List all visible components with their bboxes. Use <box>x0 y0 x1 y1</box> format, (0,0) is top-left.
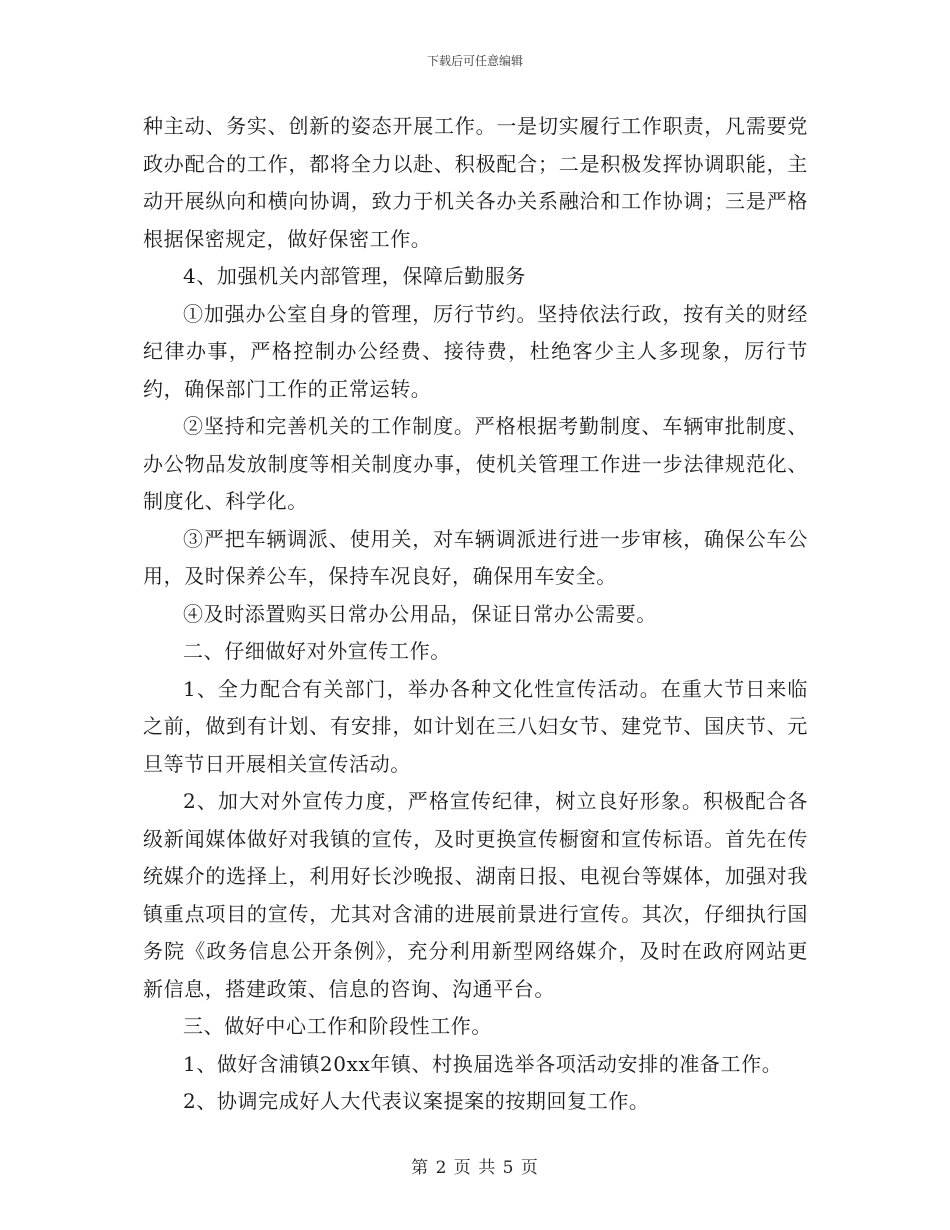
paragraph-2: 4、加强机关内部管理，保障后勤服务 <box>183 264 526 288</box>
header-note: 下载后可任意编辑 <box>426 54 523 68</box>
paragraph-7: 二、仔细做好对外宣传工作。 <box>183 639 451 663</box>
paragraph-4: ②坚持和完善机关的工作制度。严格根据考勤制度、车辆审批制度、办公物品发放制度等相关制度办事，使机关管理工作进一步法律规范化、制度化、科学化。 <box>143 414 808 513</box>
paragraph-11: 1、做好含浦镇20xx年镇、村换届选举各项活动安排的准备工作。 <box>183 1051 783 1076</box>
paragraph-10: 三、做好中心工作和阶段性工作。 <box>183 1014 492 1038</box>
paragraph-6: ④及时添置购买日常办公用品，保证日常办公需要。 <box>183 601 657 626</box>
paragraph-9: 2、加大对外宣传力度，严格宣传纪律，树立良好形象。积极配合各级新闻媒体做好对我镇的宣传，及时更换宣传橱窗和宣传标语。首先在传统媒介的选择上，利用好长沙晚报、湖南日报、电视台等媒体，加强对我镇重点项目的宣传，尤其对含浦的进展前景进行宣传。其次，仔细执行国务院《政务信息公开条例》，充分利用新型网络媒介，及时在政府网站更新信息，搭建政策、信息的咨询、沟通平台。 <box>143 789 808 1001</box>
document-body <box>143 108 808 1121</box>
page-number: 第 2 页 共 5 页 <box>411 1158 539 1178</box>
paragraph-12: 2、协调完成好人大代表议案提案的按期回复工作。 <box>183 1089 650 1113</box>
paragraph-1: 种主动、务实、创新的姿态开展工作。一是切实履行工作职责，凡需要党政办配合的工作，都将全力以赴、积极配合；二是积极发挥协调职能，主动开展纵向和横向协调，致力于机关各办关系融洽和工作协调；三是严格根据保密规定，做好保密工作。 <box>143 114 808 251</box>
paragraph-8: 1、全力配合有关部门，举办各种文化性宣传活动。在重大节日来临之前，做到有计划、有安排，如计划在三八妇女节、建党节、国庆节、元旦等节日开展相关宣传活动。 <box>143 676 808 776</box>
paragraph-3: ①加强办公室自身的管理，厉行节约。坚持依法行政，按有关的财经纪律办事，严格控制办公经费、接待费，杜绝客少主人多现象，厉行节约，确保部门工作的正常运转。 <box>143 301 808 401</box>
paragraph-5: ③严把车辆调派、使用关，对车辆调派进行进一步审核，确保公车公用，及时保养公车，保持车况良好，确保用车安全。 <box>143 526 808 588</box>
